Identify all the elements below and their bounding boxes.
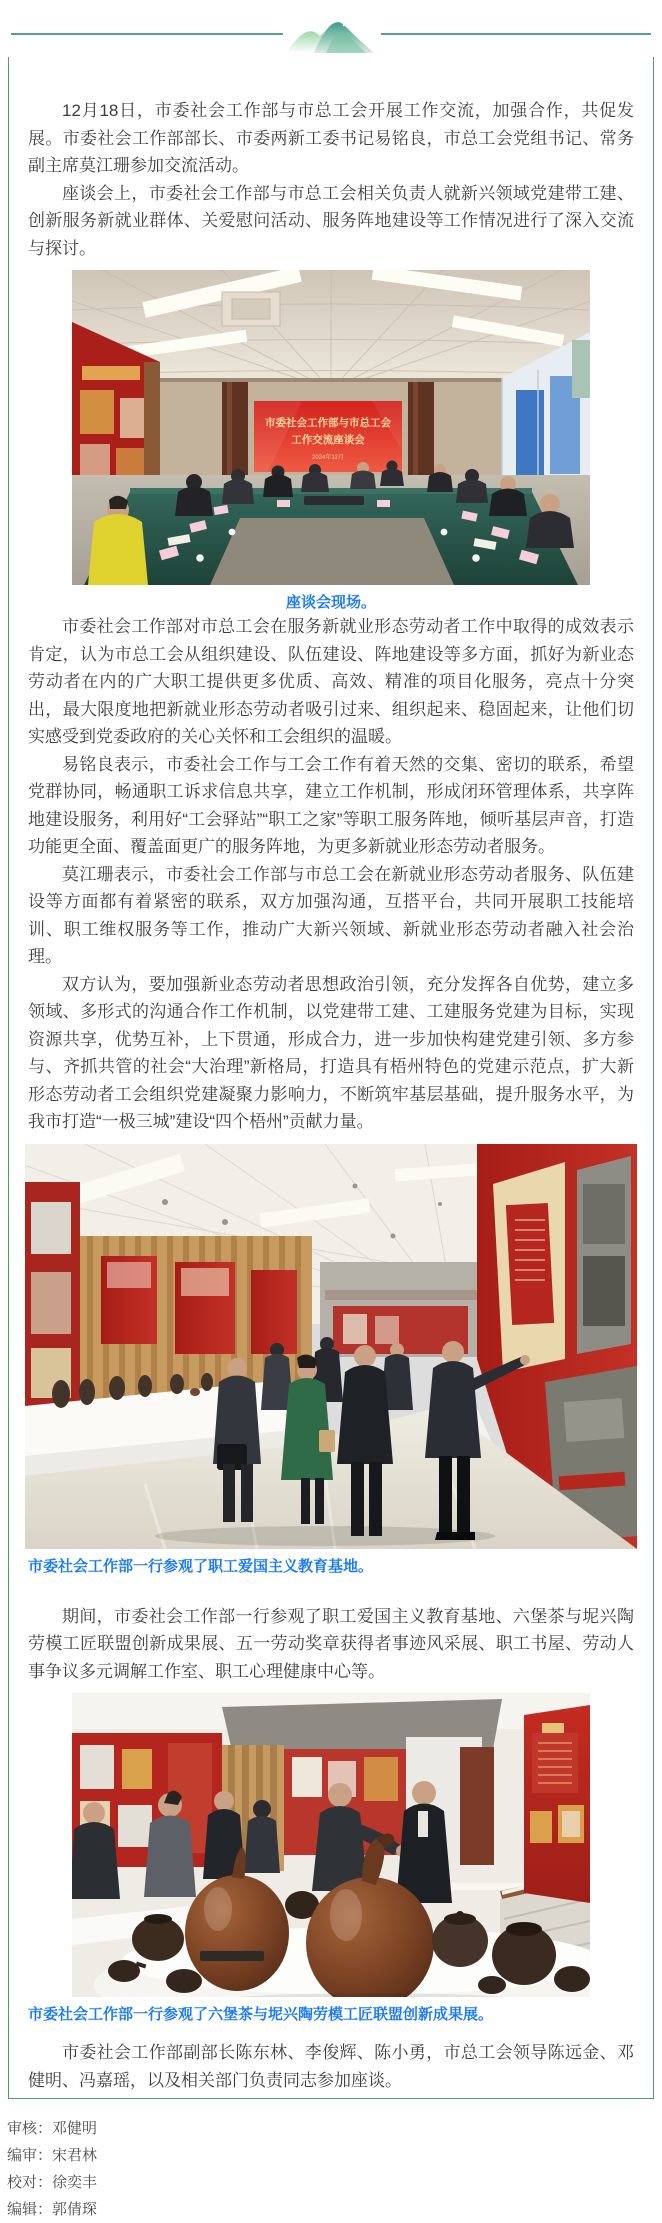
paragraph-yiminliang: 易铭良表示，市委社会工作与工会工作有着天然的交集、密切的联系，希望党群协同，畅通职工诉求信息共享，建立工作机制，形成闭环管理体系，共享阵地建设服务，利用好“工会驿站”“职工之家”等职工服务阵地，倾听基层声音，打造功能更全面、覆盖面更广的服务阵地，为更多新就业形态劳动者服务。 xyxy=(28,754,634,856)
meeting-photo[interactable] xyxy=(72,270,590,585)
paragraph-visit: 期间，市委社会工作部一行参观了职工爱国主义教育基地、六堡茶与坭兴陶劳模工匠联盟创新成果展、五一劳动奖章获得者事迹风采展、职工书屋、劳动人事争议多元调解工作室、职工心理健康中心等。 xyxy=(28,1606,634,1681)
education-base-illustration xyxy=(25,1144,637,1549)
banner-line-2: 工作交流座谈会 xyxy=(291,434,365,446)
article-box xyxy=(8,57,654,2099)
pottery-expo-photo[interactable] xyxy=(72,1693,590,1997)
education-base-photo[interactable] xyxy=(25,1144,637,1549)
meeting-photo-illustration xyxy=(72,270,590,585)
credit-proofreader: 校对：徐奕丰 xyxy=(7,2174,98,2191)
paragraph-mojiangshan: 莫江珊表示，市委社会工作部与市总工会在新就业形态劳动者服务、队伍建设等方面都有着紧密的联系，双方加强沟通，互搭平台，共同开展职工技能培训、职工维权服务等工作，推动广大新兴领域、新就业形态劳动者融入社会治理。 xyxy=(28,864,634,966)
photo-caption-expo: 市委社会工作部一行参观了六堡茶与坭兴陶劳模工匠联盟创新成果展。 xyxy=(28,2006,494,2023)
divider-line-left xyxy=(11,33,283,35)
credit-reviewer: 审核：邓健明 xyxy=(7,2120,98,2137)
paragraph-intro: 12月18日，市委社会工作部与市总工会开展工作交流，加强合作，共促发展。市委社会工作部部长、市委两新工委书记易铭良，市总工会党组书记、常务副主席莫江珊参加交流活动。 xyxy=(28,101,634,175)
credit-editor: 编辑：郭倩琛 xyxy=(7,2201,98,2218)
spacer xyxy=(28,2025,634,2039)
credits-footer xyxy=(7,2115,662,2223)
photo-caption-scene: 座谈会现场。 xyxy=(285,594,376,611)
divider-line-right xyxy=(381,33,651,35)
credit-senior-editor: 编审：宋君林 xyxy=(7,2147,98,2164)
photo-caption-base: 市委社会工作部一行参观了职工爱国主义教育基地。 xyxy=(28,1557,374,1575)
meeting-led-screen xyxy=(254,401,402,472)
spacer xyxy=(28,1577,634,1603)
paragraph-forum: 座谈会上，市委社会工作部与市总工会相关负责人就新兴领域党建带工建、创新服务新就业群体、关爱慰问活动、服务阵地建设等工作情况进行了深入交流与探讨。 xyxy=(28,183,634,258)
banner-line-1: 市委社会工作部与市总工会 xyxy=(265,417,391,429)
paragraph-affirmation: 市委社会工作部对市总工会在服务新就业形态劳动者工作中取得的成效表示肯定，认为市总工会从组织建设、队伍建设、阵地建设等多方面，抓好为新业态劳动者在内的广大职工提供更多优质、高效、精准的项目化服务，亮点十分突出，最大限度地把新就业形态劳动者吸引过来、组织起来、稳固起来，让他们切实感受到党委政府的关心关怀和工会组织的温暖。 xyxy=(28,617,634,746)
top-divider xyxy=(0,0,662,57)
qianyan-red-panel xyxy=(524,1705,590,1903)
mountain-divider-icon xyxy=(284,6,378,58)
paragraph-attendees: 市委社会工作部副部长陈东林、李俊辉、陈小勇，市总工会领导陈远金、邓健明、冯嘉瑶，以及相关部门负责同志参加座谈。 xyxy=(28,2043,634,2090)
pottery-expo-illustration xyxy=(72,1693,590,1997)
banner-line-3: 2024年12月 xyxy=(311,455,345,461)
paragraph-consensus: 双方认为，要加强新业态劳动者思想政治引领，充分发挥各自优势，建立多领域、多形式的沟通合作工作机制，以党建带工建、工建服务党建为目标，实现资源共享，优势互补，上下贯通，形成合力，进一步加快构建党建引领、多方参与、齐抓共管的社会“大治理”新格局，打造具有梧州特色的党建示范点，扩大新形态劳动者工会组织党建凝聚力影响力，不断筑牢基层基础，提升服务水平，为我市打造“一极三城”建设“四个梧州”贡献力量。 xyxy=(28,974,634,1131)
